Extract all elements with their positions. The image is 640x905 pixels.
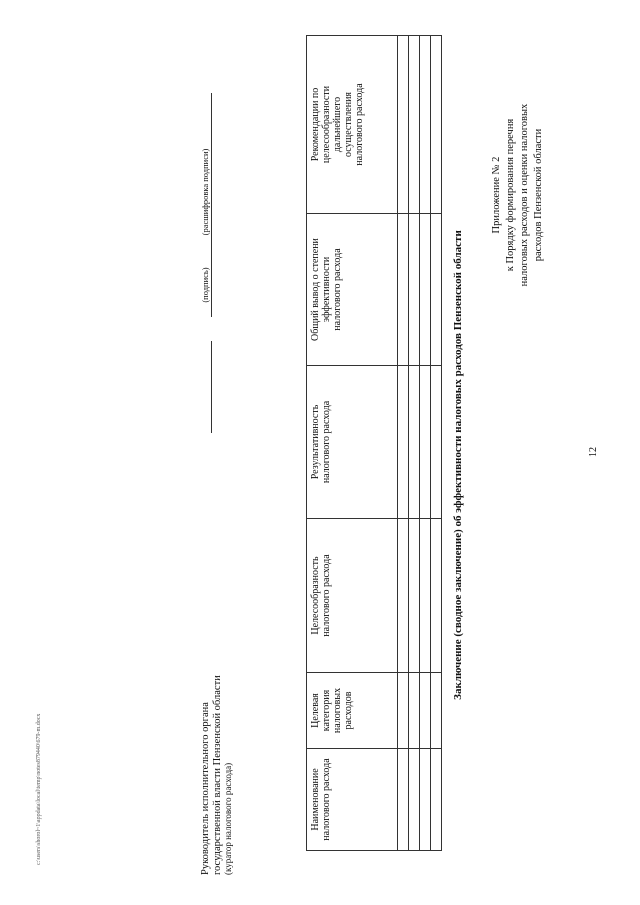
signatory-block	[200, 675, 235, 875]
column-header-category: Целевая категория налоговых расходов	[307, 673, 398, 749]
appendix-line: расходов Пензенской области	[533, 128, 544, 262]
table-cell[interactable]	[431, 366, 442, 519]
appendix-line: налоговых расходов и оценки налоговых	[519, 103, 530, 287]
appendix-line: Приложение № 2	[491, 156, 502, 234]
table-header-row	[307, 36, 398, 851]
table-row	[431, 36, 442, 851]
table-cell[interactable]	[409, 673, 420, 749]
column-header-effectiveness: Результативность налогового расхода	[307, 366, 398, 519]
table-cell[interactable]	[431, 36, 442, 214]
signature-decode-caption: (расшифровка подписи)	[200, 148, 210, 236]
signatory-line: Руководитель исполнительного органа	[200, 702, 211, 875]
table-cell[interactable]	[398, 673, 409, 749]
table-cell[interactable]	[420, 366, 431, 519]
efficiency-table	[306, 35, 442, 851]
column-header-expediency: Целесообразность налогового расхода	[307, 519, 398, 673]
form-title: Заключение (сводное заключение) об эффективности налоговых расходов Пензенской области	[452, 230, 464, 700]
signatory-line: государственной власти Пензенской области	[211, 675, 223, 875]
table-cell[interactable]	[398, 366, 409, 519]
table-cell[interactable]	[431, 673, 442, 749]
appendix-header	[490, 5, 546, 385]
table-row	[398, 36, 409, 851]
signature-decode-line[interactable]	[210, 93, 212, 317]
table-cell[interactable]	[409, 36, 420, 214]
table-cell[interactable]	[409, 519, 420, 673]
column-header-recommendations: Рекомендации по целесообразности дальнейшего осуществления налогового расхода	[307, 36, 398, 214]
signature-caption: (подпись)	[200, 267, 210, 303]
table-cell[interactable]	[420, 673, 431, 749]
table-cell[interactable]	[409, 214, 420, 366]
table-cell[interactable]	[431, 214, 442, 366]
table-cell[interactable]	[398, 749, 409, 851]
table-cell[interactable]	[420, 214, 431, 366]
table-cell[interactable]	[420, 749, 431, 851]
signature-line[interactable]	[210, 341, 212, 433]
appendix-line: к Порядку формирования перечня	[505, 118, 516, 272]
table-cell[interactable]	[431, 749, 442, 851]
table-cell[interactable]	[398, 519, 409, 673]
table-cell[interactable]	[431, 519, 442, 673]
table-cell[interactable]	[409, 749, 420, 851]
column-header-conclusion: Общий вывод о степени эффективности налогового расхода	[307, 214, 398, 366]
table-cell[interactable]	[409, 366, 420, 519]
table-cell[interactable]	[398, 36, 409, 214]
table-row	[420, 36, 431, 851]
file-path-footer: c:\users\shorol~1\appdata\local\temp\notes879440\679-m.docx	[36, 713, 42, 865]
column-header-name: Наименование налогового расхода	[307, 749, 398, 851]
page-number: 12	[588, 447, 599, 457]
table-row	[409, 36, 420, 851]
table-cell[interactable]	[420, 36, 431, 214]
table-cell[interactable]	[420, 519, 431, 673]
signatory-note: (куратор налогового расхода)	[223, 762, 233, 875]
table-cell[interactable]	[398, 214, 409, 366]
